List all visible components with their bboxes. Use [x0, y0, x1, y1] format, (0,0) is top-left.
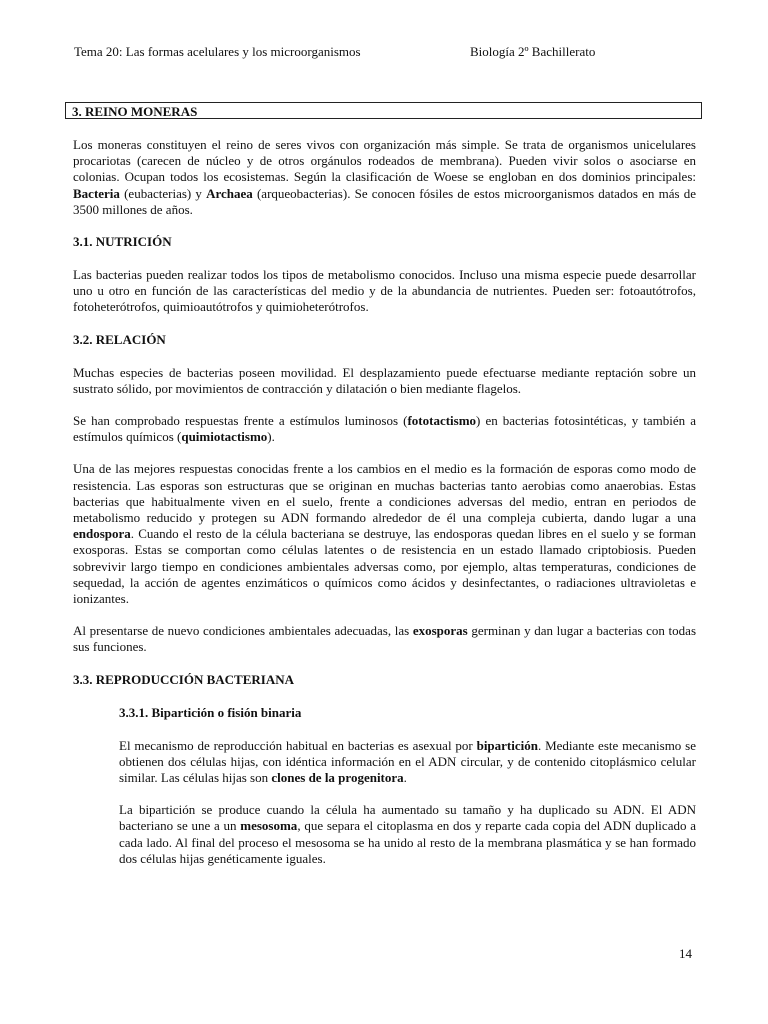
- document-body: [73, 137, 696, 867]
- paragraph-movilidad: Muchas especies de bacterias poseen movilidad. El desplazamiento puede efectuarse mediante reptación sobre un sustrato sólido, por movimientos de contracción y dilatación o bien mediante flagelos.: [73, 364, 696, 396]
- heading-biparticion: 3.3.1. Bipartición o fisión binaria: [119, 704, 302, 720]
- paragraph-nutricion: Las bacterias pueden realizar todos los tipos de metabolismo conocidos. Incluso una misma especie puede desarrollar uno u otro en función de las características del medio y de la abundancia de nutrientes. Pueden ser: fotoautótrofos, fotoheterótrofos, quimioautótrofos y quimioheterótrofos.: [73, 267, 696, 315]
- paragraph-biparticion-2: La bipartición se produce cuando la célula ha aumentado su tamaño y ha duplicado su ADN. El ADN bacteriano se une a un mesosoma, que separa el citoplasma en dos y reparte cada copia del ADN duplicado a cada lado. Al final del proceso el mesosoma se ha unido al resto de la membrana plasmática y se han formado dos células hijas genéticamente iguales.: [119, 802, 696, 866]
- section-title-box: 3. REINO MONERAS: [65, 102, 702, 119]
- paragraph-exosporas: Al presentarse de nuevo condiciones ambientales adecuadas, las exosporas germinan y dan lugar a bacterias con todas sus funciones.: [73, 623, 696, 655]
- paragraph-estimulos: Se han comprobado respuestas frente a estímulos luminosos (fototactismo) en bacterias fotosintéticas, y también a estímulos químicos (quimiotactismo).: [73, 413, 696, 445]
- heading-nutricion: 3.1. NUTRICIÓN: [73, 234, 172, 250]
- paragraph-intro: Los moneras constituyen el reino de seres vivos con organización más simple. Se trata de organismos unicelulares procariotas (carecen de núcleo y de otros orgánulos rodeados de membrana). Pueden vivir solos o asociarse en colonias. Ocupan todos los ecosistemas. Según la clasificación de Woese se engloban en dos dominios principales: Bacteria (eubacterias) y Archaea (arqueobacterias). Se conocen fósiles de estos microorganismos datados en más de 3500 millones de años.: [73, 137, 696, 217]
- heading-relacion: 3.2. RELACIÓN: [73, 331, 166, 347]
- paragraph-esporas: Una de las mejores respuestas conocidas frente a los cambios en el medio es la formación de esporas como modo de resistencia. Las esporas son estructuras que se originan en muchas bacterias tanto aerobias como anaerobias. Estas bacterias que habitualmente viven en el suelo, frente a condiciones adversas del medio, entran en periodos de metabolismo reducido y protegen su ADN formando alrededor de él una compleja cubierta, dando lugar a una endospora. Cuando el resto de la célula bacteriana se destruye, las endosporas quedan libres en el suelo y se forman exosporas. Estas se comportan como células latentes o de resistencia en un estado llamado criptobiosis. Pueden sobrevivir largo tiempo en condiciones ambientales adversas como, por ejemplo, altas temperaturas, condiciones de sequedad, la acción de agentes enzimáticos o químicos como ácidos y desinfectantes, o radiaciones ultravioletas e ionizantes.: [73, 461, 696, 607]
- paragraph-biparticion-1: El mecanismo de reproducción habitual en bacterias es asexual por bipartición. Mediante este mecanismo se obtienen dos células hijas, con idéntica información en el ADN circular, y de contenido citoplásmico celular similar. Las células hijas son clones de la progenitora.: [119, 737, 696, 786]
- page-number: 14: [679, 946, 692, 961]
- heading-reproduccion: 3.3. REPRODUCCIÓN BACTERIANA: [73, 671, 295, 687]
- header-course: Biología 2º Bachillerato: [470, 44, 596, 59]
- header-topic: Tema 20: Las formas acelulares y los microorganismos: [74, 44, 361, 59]
